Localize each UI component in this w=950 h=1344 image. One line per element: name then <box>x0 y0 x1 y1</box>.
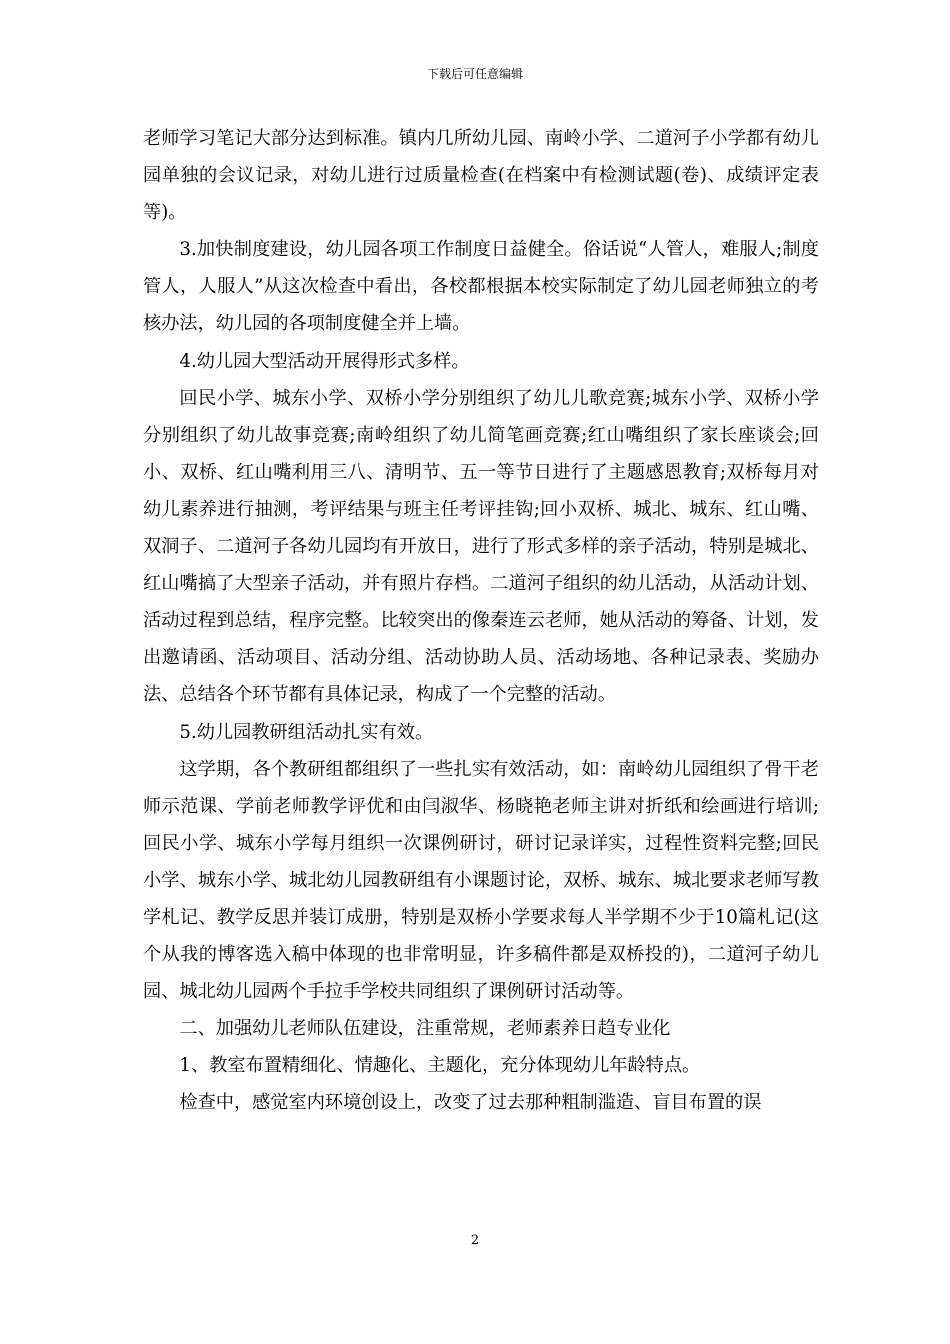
paragraph-item-4-heading: 4.幼儿园大型活动开展得形式多样。 <box>179 350 470 372</box>
paragraph-continuation: 老师学习笔记大部分达到标准。镇内几所幼儿园、南岭小学、二道河子小学都有幼儿园单独的会议记录，对幼儿进行过质量检查(在档案中有检测试题(卷)、成绩评定表等)。 <box>143 128 819 224</box>
section-heading-2: 二、加强幼儿老师队伍建设，注重常规，老师素养日趋专业化 <box>179 1018 671 1040</box>
paragraph-item-4-body: 回民小学、城东小学、双桥小学分别组织了幼儿儿歌竞赛;城东小学、双桥小学分别组织了幼儿故事竞赛;南岭组织了幼儿简笔画竞赛;红山嘴组织了家长座谈会;回小、双桥、红山嘴利用三八、清明节、五一等节日进行了主题感恩教育;双桥每月对幼儿素养进行抽测，考评结果与班主任考评挂钩;回小双桥、城北、城东、红山嘴、双洞子、二道河子各幼儿园均有开放日，进行了形式多样的亲子活动，特别是城北、红山嘴搞了大型亲子活动，并有照片存档。二道河子组织的幼儿活动，从活动计划、活动过程到总结，程序完整。比较突出的像秦连云老师，她从活动的筹备、计划，发出邀请函、活动项目、活动分组、活动协助人员、活动场地、各种记录表、奖励办法、总结各个环节都有具体记录，构成了一个完整的活动。 <box>143 387 819 706</box>
document-body <box>143 120 819 1122</box>
paragraph-item-5-heading: 5.幼儿园教研组活动扎实有效。 <box>179 721 434 743</box>
paragraph-item-5-body: 这学期，各个教研组都组织了一些扎实有效活动，如：南岭幼儿园组织了骨干老师示范课、学前老师教学评优和由闫淑华、杨晓艳老师主讲对折纸和绘画进行培训;回民小学、城东小学每月组织一次课例研讨，研讨记录详实，过程性资料完整;回民小学、城东小学、城北幼儿园教研组有小课题讨论，双桥、城东、城北要求老师写教学札记、教学反思并装订成册，特别是双桥小学要求每人半学期不少于10篇札记(这个从我的博客选入稿中体现的也非常明显，许多稿件都是双桥投的)，二道河子幼儿园、城北幼儿园两个手拉手学校共同组织了课例研讨活动等。 <box>143 758 819 1003</box>
page-header: 下载后可任意编辑 <box>426 67 523 81</box>
page-number: 2 <box>470 1233 480 1248</box>
paragraph-item-3: 3.加快制度建设，幼儿园各项工作制度日益健全。俗话说“人管人，难服人;制度管人，人服人”从这次检查中看出，各校都根据本校实际制定了幼儿园老师独立的考核办法，幼儿园的各项制度健全并上墙。 <box>143 239 819 335</box>
paragraph-item-1-body: 检查中，感觉室内环境创设上，改变了过去那种粗制滥造、盲目布置的误 <box>179 1092 762 1114</box>
paragraph-item-1-heading: 1、教室布置精细化、情趣化、主题化，充分体现幼儿年龄特点。 <box>179 1055 701 1077</box>
